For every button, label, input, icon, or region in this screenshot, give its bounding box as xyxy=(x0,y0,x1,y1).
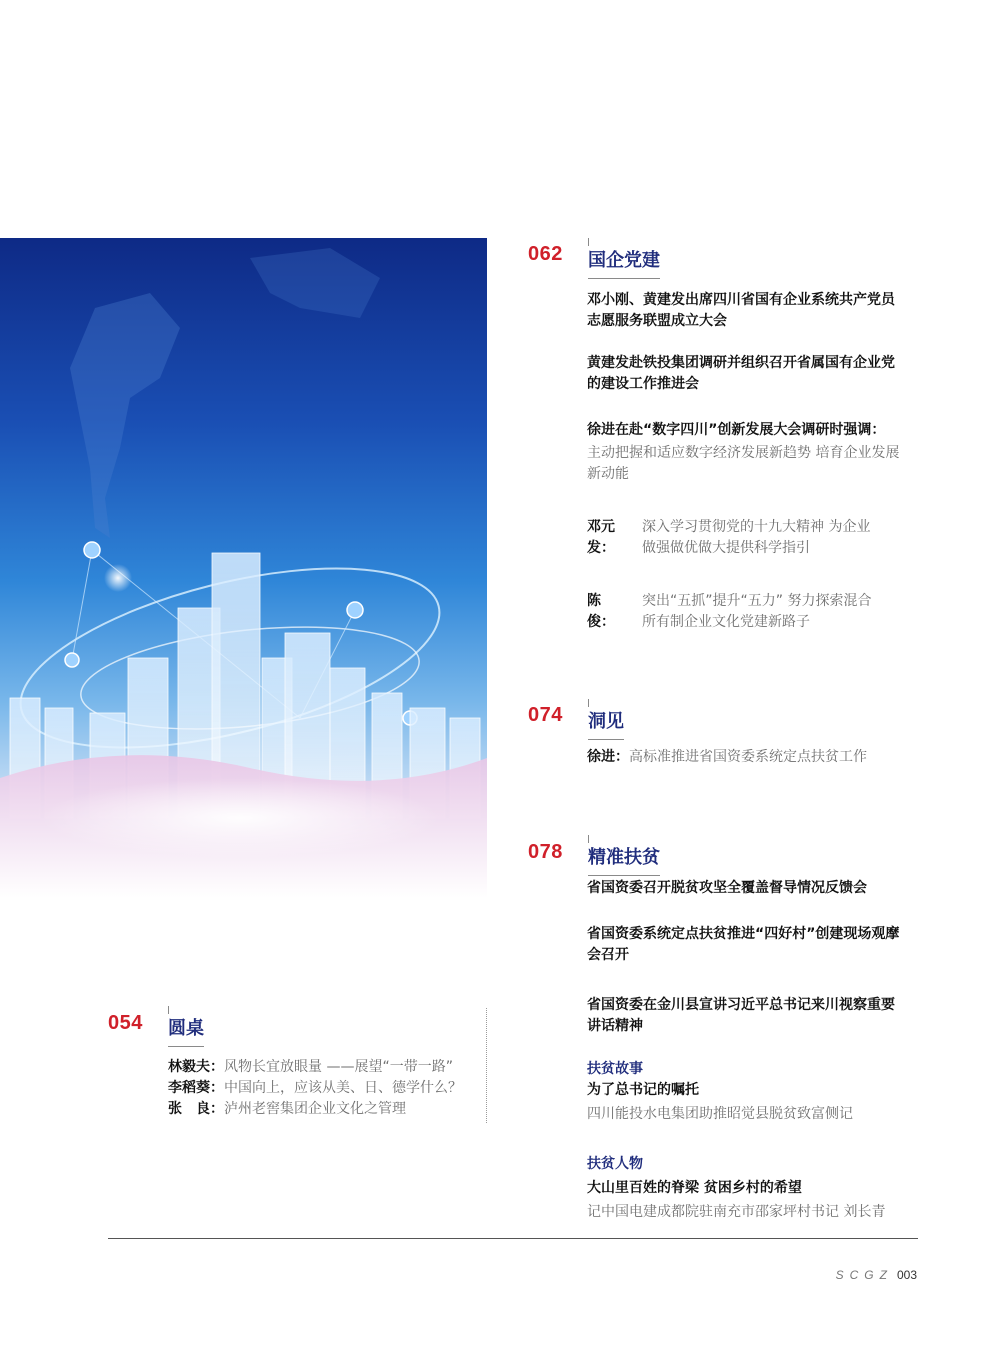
author-label: 林毅夫： xyxy=(168,1059,224,1075)
page-footer xyxy=(836,1268,917,1282)
author-label: 张 良： xyxy=(168,1101,224,1117)
article-li-daokui[interactable] xyxy=(168,1078,462,1098)
story-title[interactable]: 为了总书记的嘱托 xyxy=(587,1082,699,1098)
section-number-074: 074 xyxy=(528,704,563,726)
subsection-heading-people: 扶贫人物 xyxy=(587,1156,643,1172)
author-label: 徐进： xyxy=(587,749,629,765)
section-title-text: 国企党建 xyxy=(588,250,660,271)
section-title-poverty[interactable] xyxy=(588,843,660,876)
article-xu-jin[interactable] xyxy=(587,747,867,767)
article-feedback-meeting[interactable]: 省国资委召开脱贫攻坚全覆盖督导情况反馈会 xyxy=(587,880,867,896)
dotted-divider xyxy=(486,1008,487,1123)
cover-illustration xyxy=(0,238,487,898)
article-text: 风物长宜放眼量 ——展望“一带一路” xyxy=(224,1059,453,1075)
article-lin-yifu[interactable] xyxy=(168,1057,453,1077)
story-subtitle: 四川能投水电集团助推昭觉县脱贫致富侧记 xyxy=(587,1106,853,1122)
section-number-054: 054 xyxy=(108,1012,143,1034)
title-tick xyxy=(588,238,589,246)
section-title-text: 洞见 xyxy=(588,711,624,732)
footer-rule xyxy=(108,1238,918,1239)
article-four-good-villages[interactable]: 省国资委系统定点扶贫推进“四好村”创建现场观摩会召开 xyxy=(587,926,900,963)
article-text: 高标准推进省国资委系统定点扶贫工作 xyxy=(629,749,867,765)
people-subtitle: 记中国电建成都院驻南充市邵家坪村书记 刘长青 xyxy=(587,1204,886,1220)
section-title-text: 圆桌 xyxy=(168,1018,204,1039)
article-digital-sichuan-title: 徐进在赴“数字四川”创新发展大会调研时强调： xyxy=(587,422,886,438)
section-title-text: 精准扶贫 xyxy=(588,847,660,868)
article-railway-research[interactable]: 黄建发赴铁投集团调研并组织召开省属国有企业党的建设工作推进会 xyxy=(587,355,895,392)
section-title-party-building[interactable] xyxy=(588,246,660,279)
article-text: 泸州老窖集团企业文化之管理 xyxy=(224,1101,406,1117)
title-tick xyxy=(588,835,589,843)
article-volunteer-alliance[interactable]: 邓小刚、黄建发出席四川省国有企业系统共产党员志愿服务联盟成立大会 xyxy=(587,292,895,329)
article-digital-sichuan-subtitle: 主动把握和适应数字经济发展新趋势 培育企业发展新动能 xyxy=(587,445,900,482)
article-text: 突出“五抓”提升“五力” 努力探索混合所有制企业文化党建新路子 xyxy=(642,593,872,630)
section-number-062: 062 xyxy=(528,243,563,265)
subsection-heading-stories: 扶贫故事 xyxy=(587,1061,643,1077)
author-label: 李稻葵： xyxy=(168,1080,224,1096)
article-zhang-liang[interactable] xyxy=(168,1099,406,1119)
article-chen-jun[interactable] xyxy=(587,591,887,633)
people-title[interactable]: 大山里百姓的脊梁 贫困乡村的希望 xyxy=(587,1180,802,1196)
section-title-insight[interactable] xyxy=(588,707,624,740)
author-label: 邓元发： xyxy=(587,519,615,556)
title-tick xyxy=(168,1006,169,1014)
magazine-brand: SCGZ xyxy=(835,1268,893,1282)
city-skyline-illustration xyxy=(0,238,487,898)
author-label: 陈 俊： xyxy=(587,593,615,630)
title-tick xyxy=(588,699,589,707)
article-text: 中国向上，应该从美、日、德学什么？ xyxy=(224,1080,462,1096)
section-number-078: 078 xyxy=(528,841,563,863)
article-deng-yuanfa[interactable] xyxy=(587,517,887,559)
article-jinchuan-speech[interactable]: 省国资委在金川县宣讲习近平总书记来川视察重要讲话精神 xyxy=(587,997,895,1034)
article-digital-sichuan[interactable] xyxy=(587,420,907,485)
section-title-roundtable[interactable] xyxy=(168,1014,204,1047)
page-number: 003 xyxy=(896,1268,917,1282)
article-text: 深入学习贯彻党的十九大精神 为企业做强做优做大提供科学指引 xyxy=(642,519,871,556)
